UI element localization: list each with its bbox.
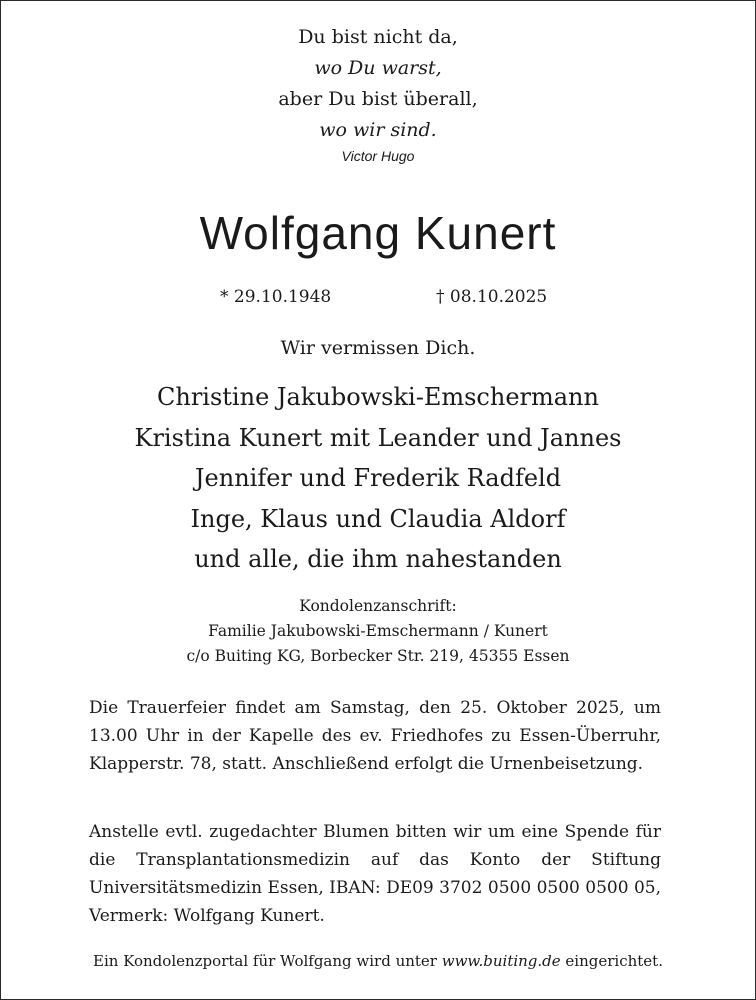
quote-line: Du bist nicht da, bbox=[298, 26, 458, 48]
miss-line: Wir vermissen Dich. bbox=[280, 337, 476, 359]
birth-date: * 29.10.1948 bbox=[220, 287, 332, 307]
mourner-line: und alle, die ihm nahestanden bbox=[194, 545, 562, 573]
condolence-address bbox=[0, 594, 756, 669]
quote-line: wo Du warst, bbox=[314, 57, 442, 79]
death-date: † 08.10.2025 bbox=[436, 287, 548, 307]
mourner-line: Christine Jakubowski-Emschermann bbox=[157, 383, 599, 411]
deceased-name: Wolfgang Kunert bbox=[199, 207, 557, 259]
mourners-list bbox=[0, 377, 756, 580]
address-line: c/o Buiting KG, Borbecker Str. 219, 45355 Essen bbox=[186, 647, 570, 665]
mourner-line: Inge, Klaus und Claudia Aldorf bbox=[190, 504, 566, 533]
footer-text: Ein Kondolenzportal für Wolfgang wird unter bbox=[93, 952, 442, 970]
address-label: Kondolenzanschrift: bbox=[299, 597, 457, 615]
address-line: Familie Jakubowski-Emschermann / Kunert bbox=[208, 622, 548, 640]
quote bbox=[0, 22, 756, 146]
donation-paragraph: Anstelle evtl. zugedachter Blumen bitten wir um eine Spende für die Transplantationsmedizin auf das Konto der Stiftung Universitätsmedizin Essen, IBAN: DE09 3702 0500 0500 0500 05, Vermerk: Wolfgang Kunert. bbox=[89, 822, 661, 926]
mourner-line: Jennifer und Frederik Radfeld bbox=[194, 464, 562, 492]
quote-line: aber Du bist überall, bbox=[278, 88, 478, 110]
footer-note bbox=[0, 952, 756, 970]
quote-line: wo wir sind. bbox=[319, 119, 437, 141]
quote-author: Victor Hugo bbox=[341, 148, 415, 164]
portal-link[interactable]: www.buiting.de bbox=[441, 952, 561, 970]
funeral-paragraph: Die Trauerfeier findet am Samstag, den 25. Oktober 2025, um 13.00 Uhr in der Kapelle des ev. Friedhofes zu Essen-Überruhr, Klapperstr. 78, statt. Anschließend erfolgt die Urnenbeisetzung. bbox=[89, 698, 661, 774]
footer-text-end: eingerichtet. bbox=[560, 952, 663, 970]
mourner-line: Kristina Kunert mit Leander und Jannes bbox=[134, 423, 622, 452]
